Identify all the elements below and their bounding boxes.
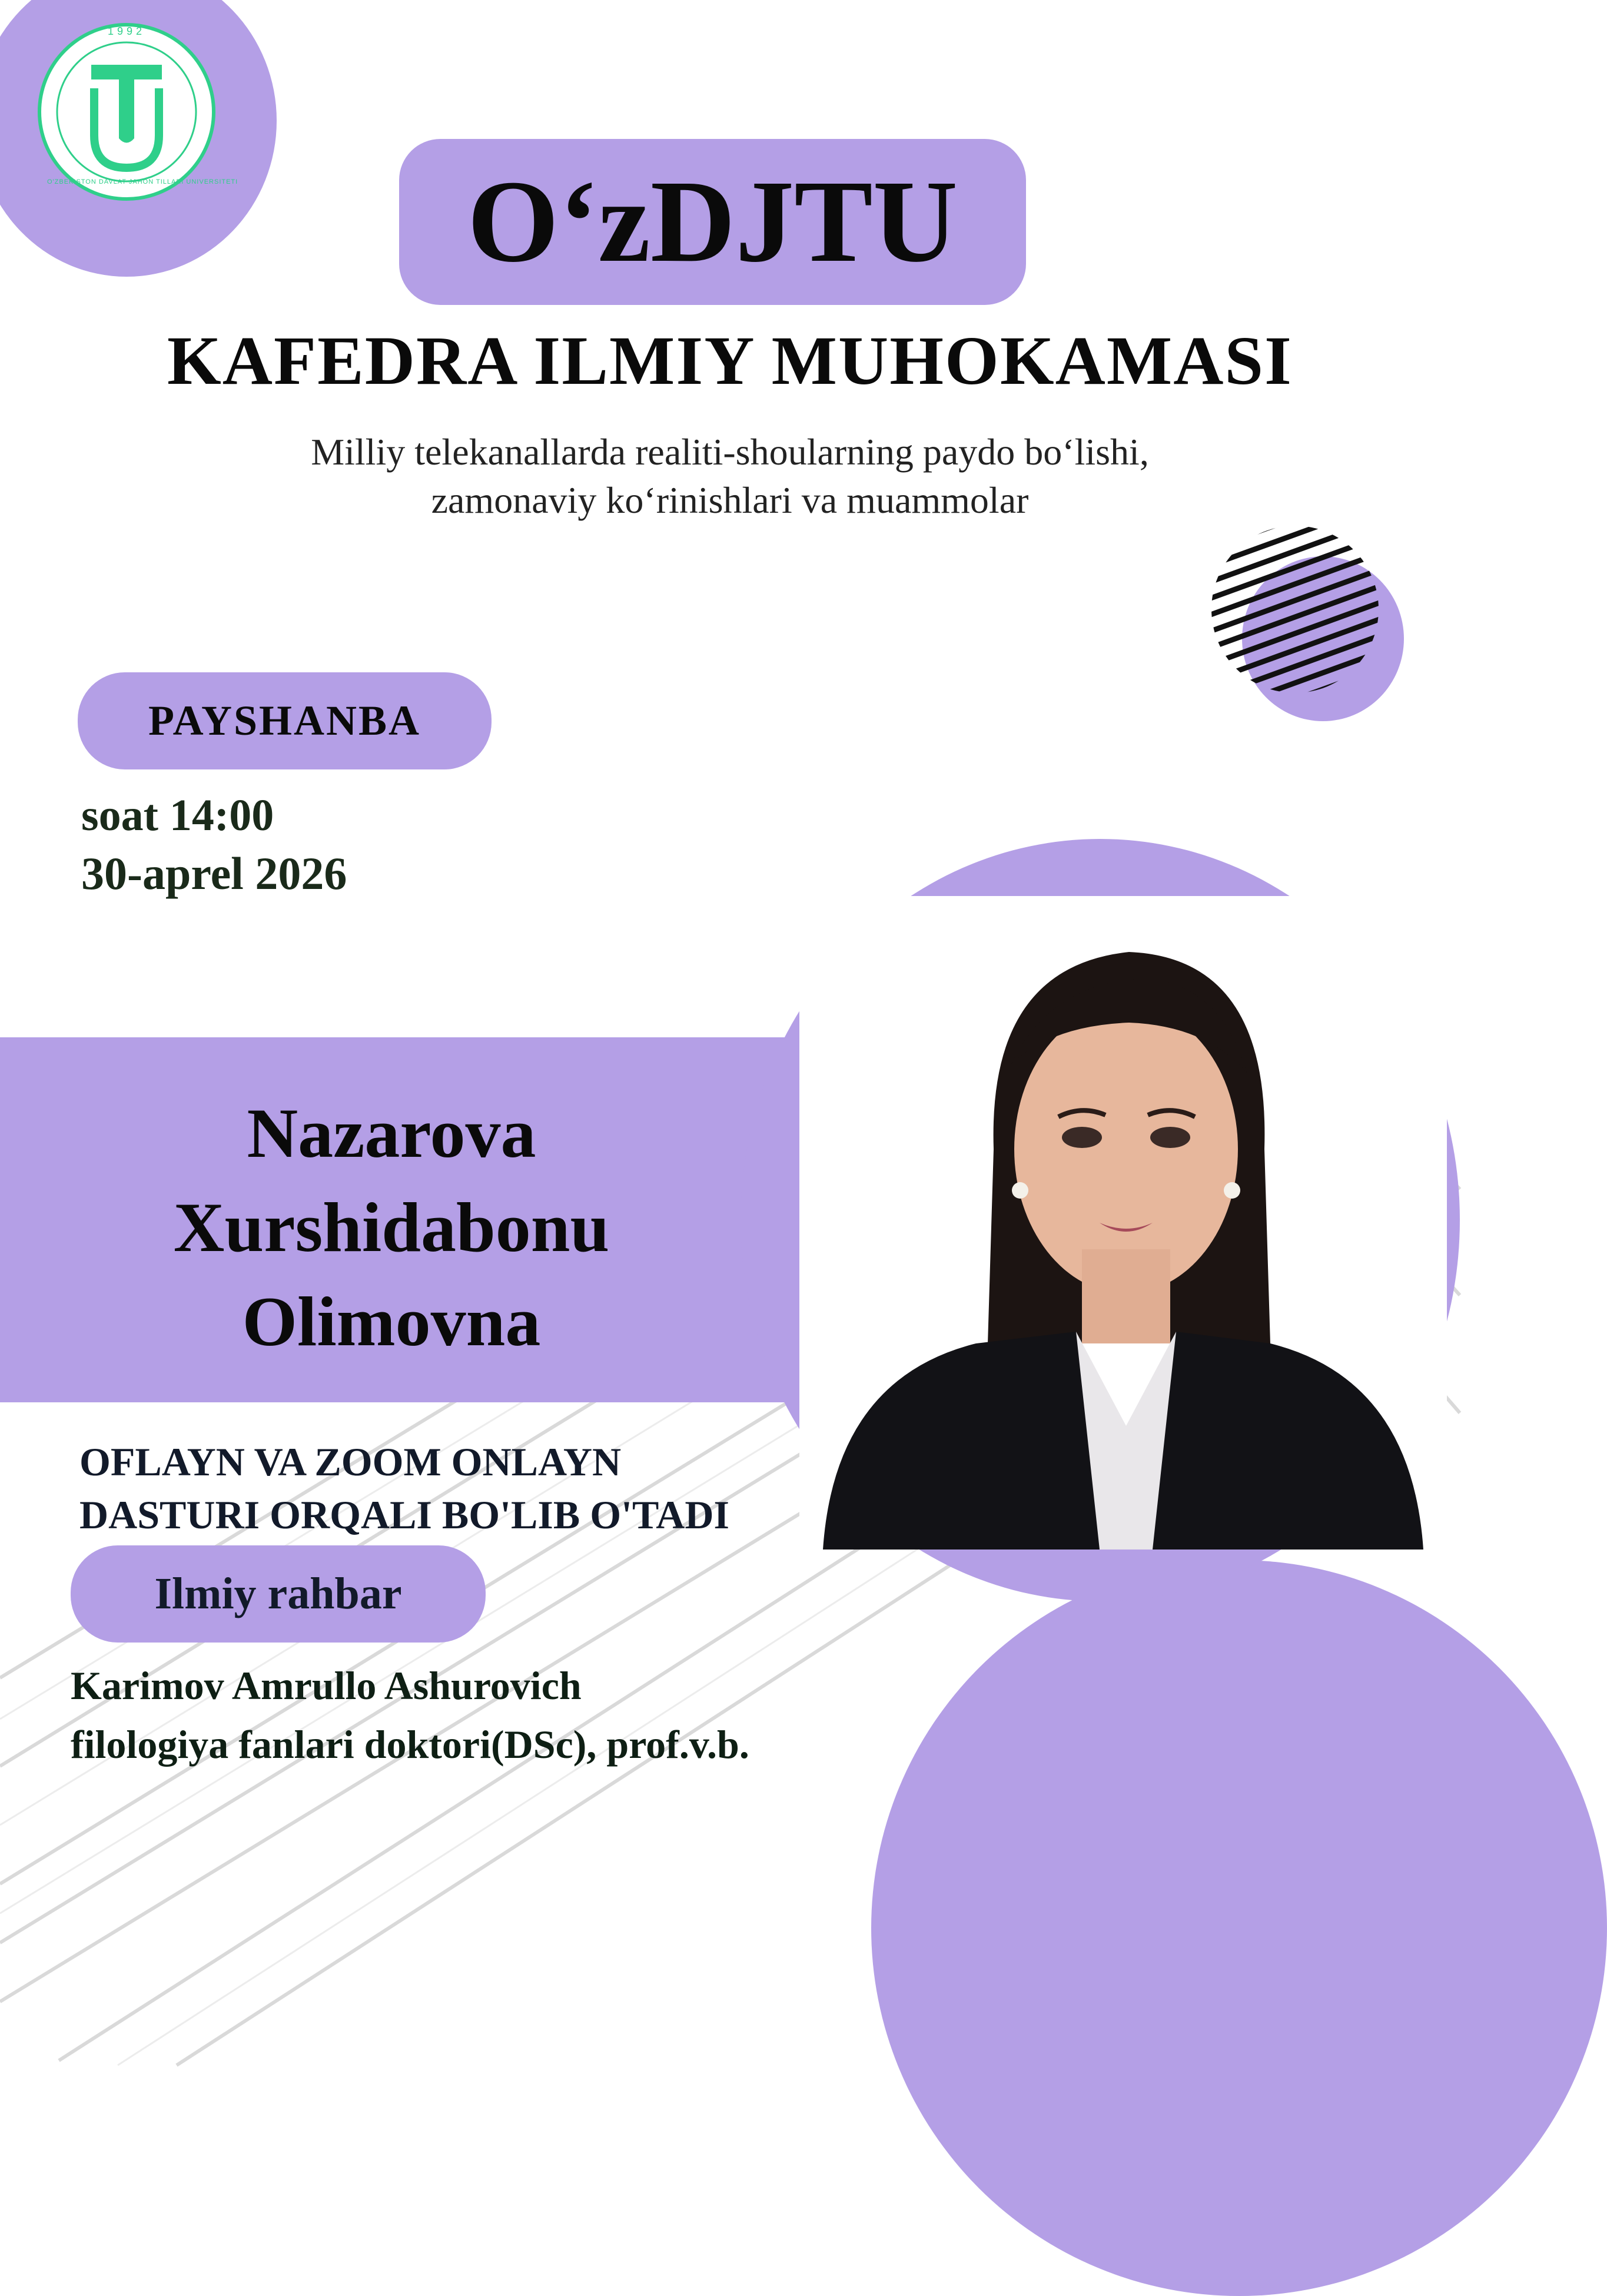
format-line-1: OFLAYN VA ZOOM ONLAYN: [79, 1439, 622, 1484]
topic-line-2: zamonaviy ko‘rinishlari va muammolar: [431, 479, 1029, 521]
speaker-name-line-1: Nazarova: [247, 1094, 536, 1172]
speaker-name: [0, 1086, 783, 1369]
speaker-photo: [799, 896, 1447, 1550]
org-badge: [399, 139, 1026, 305]
day-badge: [78, 672, 492, 769]
speaker-portrait-icon: [799, 896, 1447, 1550]
day-label: PAYSHANBA: [148, 697, 421, 744]
university-seal-icon: [35, 21, 238, 203]
striped-circle-icon: [1210, 524, 1380, 695]
speaker-name-line-2: Xurshidabonu: [173, 1188, 610, 1266]
speaker-name-line-3: Olimovna: [242, 1282, 541, 1361]
advisor-label: Ilmiy rahbar: [154, 1569, 402, 1618]
org-name: O‘zDJTU: [467, 157, 958, 287]
advisor-name: Karimov Amrullo Ashurovich: [71, 1663, 582, 1708]
logo-year: 1992: [107, 25, 146, 37]
event-title: KAFEDRA ILMIY MUHOKAMASI: [167, 322, 1293, 399]
format-line-2: DASTURI ORQALI BO'LIB O'TADI: [79, 1492, 729, 1537]
university-logo: [35, 21, 238, 203]
event-time: soat 14:00: [81, 791, 274, 840]
event-date: 30-aprel 2026: [81, 848, 347, 899]
logo-ring-text: O'ZBEKISTON DAVLAT JAHON TILLARI UNIVERSITETI: [47, 178, 238, 185]
decor-circle-bottom-right: [871, 1560, 1607, 2296]
topic-line-1: Milliy telekanallarda realiti-shoularning paydo bo‘lishi,: [311, 431, 1149, 473]
advisor-degree: filologiya fanlari doktori(DSc), prof.v.b.: [71, 1722, 749, 1767]
advisor-badge: [71, 1545, 486, 1643]
